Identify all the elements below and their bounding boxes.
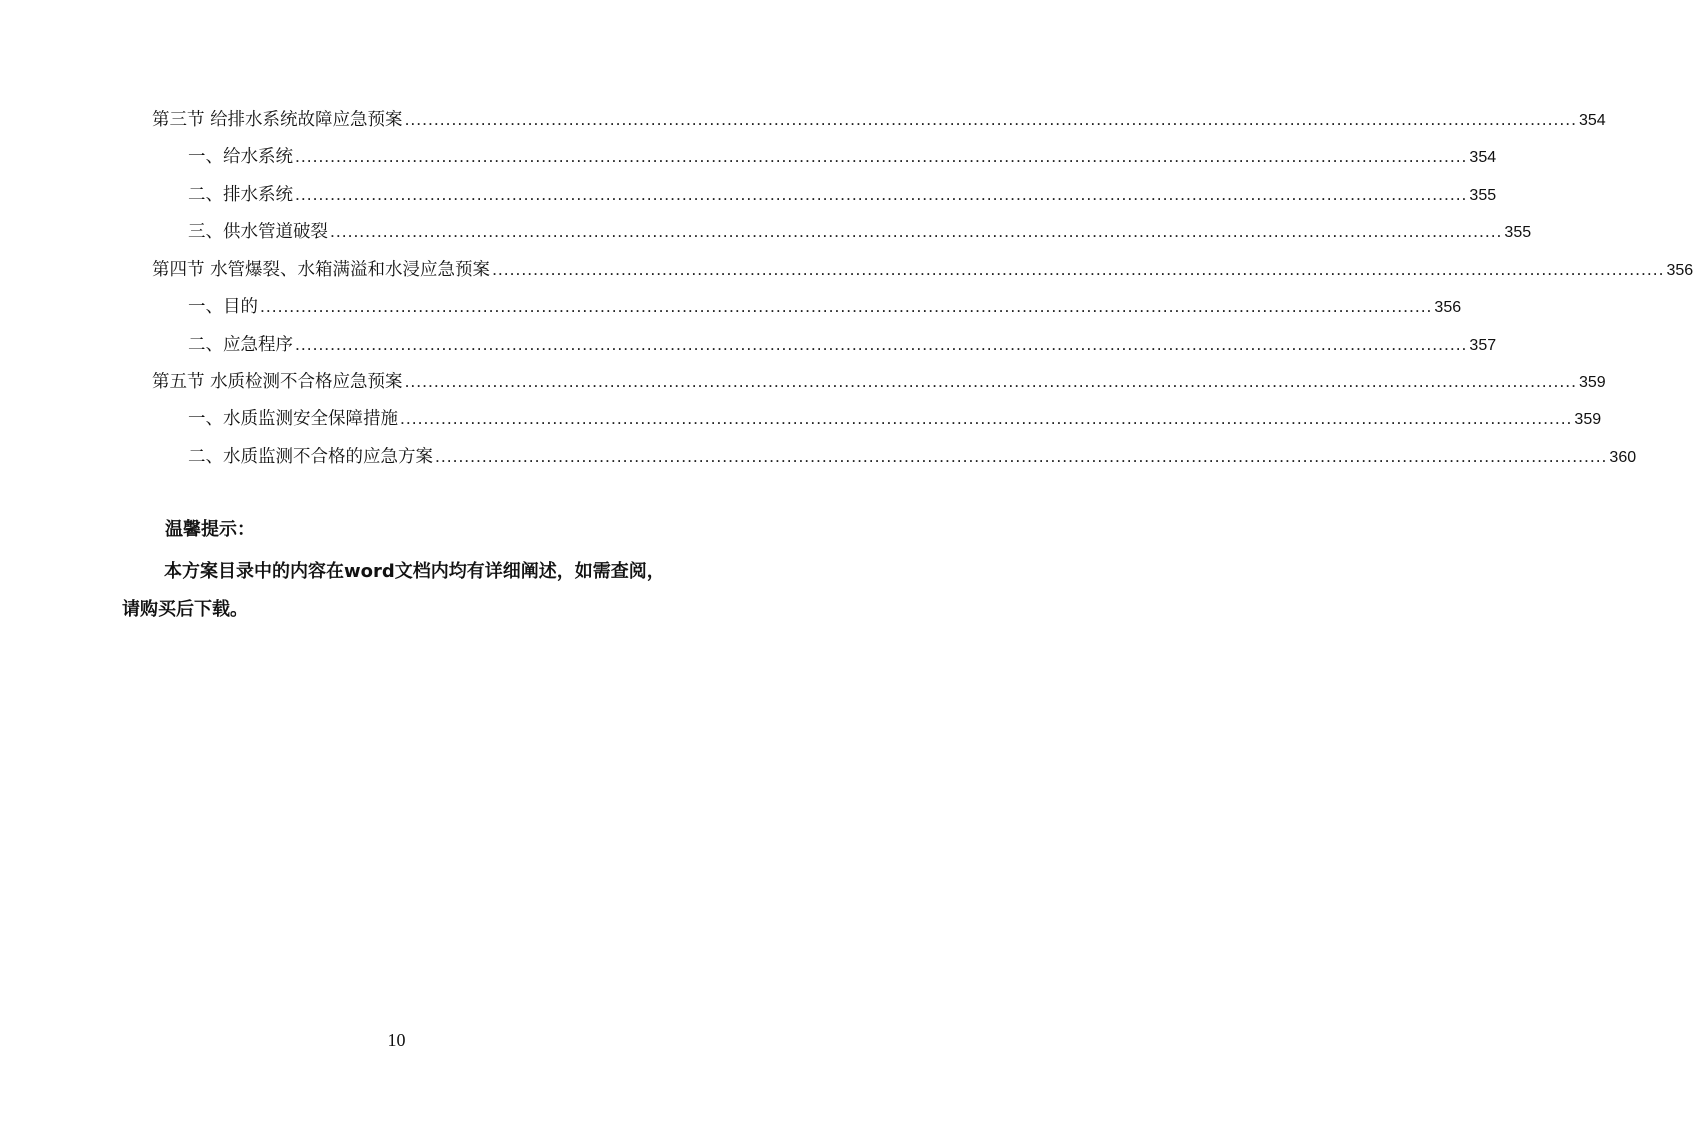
dot-leader: ........................................................................................................................................................................................................ [492, 259, 1665, 279]
toc-entry[interactable] [188, 445, 1637, 467]
toc-entry-label: 二、排水系统 [188, 185, 293, 205]
toc-entry[interactable] [188, 183, 1497, 205]
toc-entry[interactable] [188, 333, 1497, 355]
toc-entry-page: 357 [1469, 337, 1497, 354]
dot-leader: ........................................................................................................................................................................................................ [295, 184, 1468, 204]
toc-entry-page: 356 [1434, 299, 1462, 316]
toc-entry-label: 第五节 水质检测不合格应急预案 [152, 372, 403, 392]
toc-entry[interactable] [152, 258, 1693, 280]
toc-entry[interactable] [152, 370, 1606, 392]
notice-title: 温馨提示： [165, 519, 255, 540]
toc-entry-label: 一、目的 [188, 297, 258, 317]
toc-entry-page: 354 [1578, 112, 1606, 129]
toc-entry[interactable] [188, 295, 1462, 317]
toc-entry-label: 第三节 给排水系统故障应急预案 [152, 110, 403, 130]
toc-entry-label: 一、给水系统 [188, 147, 293, 167]
toc-entry-page: 359 [1574, 411, 1602, 428]
dot-leader: ........................................................................................................................................................................................................ [295, 146, 1468, 166]
notice-body: 本方案目录中的内容在word文档内均有详细阐述，如需查阅，请购买后下载。 [122, 561, 665, 620]
toc-entry-page: 355 [1469, 187, 1497, 204]
toc-entry-label: 三、供水管道破裂 [188, 222, 328, 242]
dot-leader: ........................................................................................................................................................................................................ [400, 408, 1573, 428]
toc-entry-page: 355 [1504, 224, 1532, 241]
toc-entry[interactable] [152, 108, 1606, 130]
toc-entry-page: 359 [1578, 374, 1606, 391]
toc-entry-page: 354 [1469, 149, 1497, 166]
toc-entry-page: 360 [1609, 449, 1637, 466]
toc-entry[interactable] [188, 145, 1497, 167]
dot-leader: ........................................................................................................................................................................................................ [435, 446, 1608, 466]
dot-leader: ........................................................................................................................................................................................................ [295, 334, 1468, 354]
toc-entry-label: 二、水质监测不合格的应急方案 [188, 447, 433, 467]
dot-leader: ........................................................................................................................................................................................................ [404, 109, 1577, 129]
toc-entry-label: 二、应急程序 [188, 335, 293, 355]
toc-entry[interactable] [188, 220, 1532, 242]
page-number: 10 [387, 1030, 406, 1050]
dot-leader: ........................................................................................................................................................................................................ [404, 371, 1577, 391]
toc-entry-label: 一、水质监测安全保障措施 [188, 409, 398, 429]
dot-leader: ........................................................................................................................................................................................................ [260, 296, 1433, 316]
dot-leader: ........................................................................................................................................................................................................ [330, 221, 1503, 241]
toc-entry-label: 第四节 水管爆裂、水箱满溢和水浸应急预案 [152, 260, 491, 280]
toc-entry[interactable] [188, 407, 1602, 429]
toc-entry-page: 356 [1666, 262, 1693, 279]
